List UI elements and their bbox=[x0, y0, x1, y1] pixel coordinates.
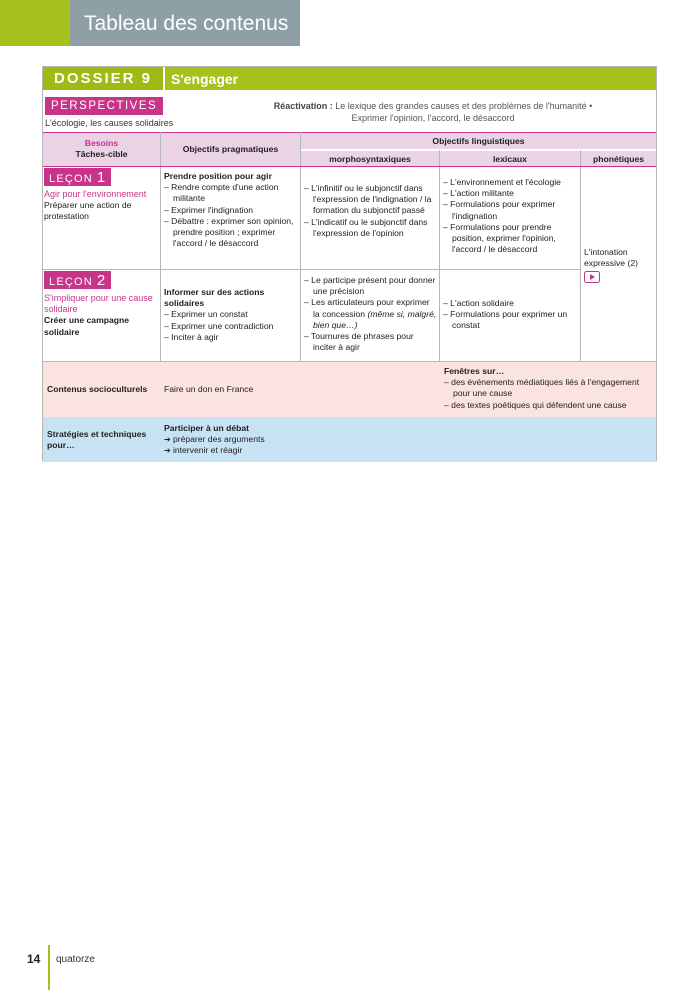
list-item: – des textes poétiques qui défendent une cause bbox=[444, 400, 656, 411]
lecon-2-lex bbox=[443, 298, 578, 332]
lecon-2-besoin: S'impliquer pour une cause solidaire bbox=[44, 293, 153, 315]
lecon-1-lex-list bbox=[443, 177, 578, 255]
lecon-2-pragma-title: Informer sur des actions solidaires bbox=[164, 287, 265, 309]
contents-table bbox=[42, 66, 657, 461]
list-item: – Exprimer une contradiction bbox=[164, 321, 298, 332]
lecon-1-pragma-title: Prendre position pour agir bbox=[164, 171, 272, 181]
list-item: – Rendre compte d'une action militante bbox=[164, 182, 298, 204]
grid-line bbox=[43, 166, 656, 167]
list-item: – L'action solidaire bbox=[443, 298, 578, 309]
lecon-1-pragma-list bbox=[164, 182, 298, 249]
strategies-list bbox=[164, 434, 424, 456]
list-item: – Formulations pour exprimer l'indignation bbox=[443, 199, 578, 221]
phonetique-cell bbox=[584, 247, 656, 287]
lecon-2-morpho bbox=[304, 275, 438, 353]
list-item: – Débattre : exprimer son opinion, prendre position ; exprimer l'accord / le désaccord bbox=[164, 216, 298, 250]
lecon-1-lex bbox=[443, 177, 578, 255]
list-item: – Formulations pour prendre position, exprimer l'opinion, l'accord / le désaccord bbox=[443, 222, 578, 256]
strategies-title: Participer à un débat bbox=[164, 423, 250, 433]
lecon-1-morpho bbox=[304, 183, 438, 239]
lecon-2-label: LEÇON bbox=[49, 276, 93, 288]
page-number-word: quatorze bbox=[56, 954, 95, 965]
lecon-2-tache: Créer une campagne solidaire bbox=[44, 315, 130, 337]
lecon-2-pragma bbox=[164, 287, 298, 343]
socio-content: Faire un don en France bbox=[164, 384, 254, 394]
header-accent-bar bbox=[0, 0, 70, 46]
list-item: – Formulations pour exprimer un constat bbox=[443, 309, 578, 331]
strategies-content bbox=[164, 423, 424, 457]
lecon-1-morpho-list bbox=[304, 183, 438, 239]
socio-label: Contenus socioculturels bbox=[47, 384, 148, 394]
lecon-1-tag bbox=[44, 168, 111, 186]
list-item-text: Les articulateurs pour exprimer la concession bbox=[311, 297, 430, 319]
header-taches: Tâches-cible bbox=[75, 149, 128, 160]
list-item: – L'infinitif ou le subjonctif dans l'expression de l'indignation / la formation du subjonctif passé bbox=[304, 183, 438, 217]
header-lex: lexicaux bbox=[440, 151, 580, 167]
header-besoins-cell bbox=[43, 133, 160, 167]
lecon-2-tag bbox=[44, 271, 111, 289]
concession-examples: (même si, malgré, bien que…) bbox=[313, 308, 437, 330]
reactivation-line-2: Exprimer l'opinion, l'accord, le désaccord bbox=[351, 113, 515, 123]
lecon-2-morpho-list bbox=[304, 275, 438, 353]
page-title: Tableau des contenus bbox=[70, 0, 300, 46]
perspectives-subtitle: L'écologie, les causes solidaires bbox=[45, 118, 174, 128]
lecon-2-besoins bbox=[44, 293, 154, 338]
dossier-number: DOSSIER 9 bbox=[43, 67, 165, 90]
phonetique-text: L'intonation expressive (2) bbox=[584, 247, 638, 269]
strategies-label: Stratégies et techniques pour… bbox=[47, 429, 147, 451]
lecon-1-besoin: Agir pour l'environnement bbox=[44, 189, 147, 199]
list-item: – L'action militante bbox=[443, 188, 578, 199]
header-linguistiques: Objectifs linguistiques bbox=[301, 133, 656, 150]
lecon-1-besoins bbox=[44, 189, 154, 223]
page-number: 14 bbox=[27, 952, 41, 966]
lecon-2-number: 2 bbox=[96, 272, 106, 289]
reactivation-text bbox=[233, 100, 633, 124]
grid-line bbox=[580, 150, 581, 361]
header-pragma: Objectifs pragmatiques bbox=[161, 133, 300, 167]
list-item: – Exprimer l'indignation bbox=[164, 205, 298, 216]
list-item: ➔ préparer des arguments bbox=[164, 434, 424, 445]
lecon-2-pragma-list bbox=[164, 309, 298, 343]
list-item: – Le participe présent pour donner une précision bbox=[304, 275, 438, 297]
dossier-bar bbox=[43, 67, 656, 90]
list-item: – L'indicatif ou le subjonctif dans l'expression de l'opinion bbox=[304, 217, 438, 239]
grid-line bbox=[43, 269, 580, 270]
video-play-icon[interactable] bbox=[584, 271, 600, 283]
list-item: – Tournures de phrases pour inciter à agir bbox=[304, 331, 438, 353]
list-item: – des événements médiatiques liés à l'engagement pour une cause bbox=[444, 377, 656, 399]
list-item: – Exprimer un constat bbox=[164, 309, 298, 320]
reactivation-line-1: Le lexique des grandes causes et des problèmes de l'humanité • bbox=[335, 101, 593, 111]
grid-line bbox=[439, 150, 440, 361]
lecon-1-tache: Préparer une action de protestation bbox=[44, 200, 132, 222]
grid-line bbox=[301, 149, 656, 150]
header-scallop-edge bbox=[64, 0, 76, 46]
lecon-1-number: 1 bbox=[96, 169, 106, 186]
reactivation-label: Réactivation : bbox=[273, 101, 333, 111]
lecon-1-pragma bbox=[164, 171, 298, 249]
header-morpho: morphosyntaxiques bbox=[301, 151, 439, 167]
list-item bbox=[304, 297, 438, 331]
list-item: – Inciter à agir bbox=[164, 332, 298, 343]
header-phon: phonétiques bbox=[581, 151, 656, 167]
footer-accent-bar bbox=[48, 945, 50, 990]
fenetres-title: Fenêtres sur… bbox=[444, 366, 505, 376]
fenetres-block bbox=[444, 366, 656, 411]
header-besoins: Besoins bbox=[84, 138, 119, 148]
lecon-1-label: LEÇON bbox=[49, 173, 93, 185]
strategies-row bbox=[43, 417, 656, 462]
list-item: ➔ intervenir et réagir bbox=[164, 445, 424, 456]
perspectives-tag: PERSPECTIVES bbox=[45, 97, 163, 115]
socio-row bbox=[43, 362, 656, 417]
list-item: – L'environnement et l'écologie bbox=[443, 177, 578, 188]
lecon-2-lex-list bbox=[443, 298, 578, 332]
dossier-title: S'engager bbox=[171, 71, 239, 87]
fenetres-list bbox=[444, 377, 656, 411]
